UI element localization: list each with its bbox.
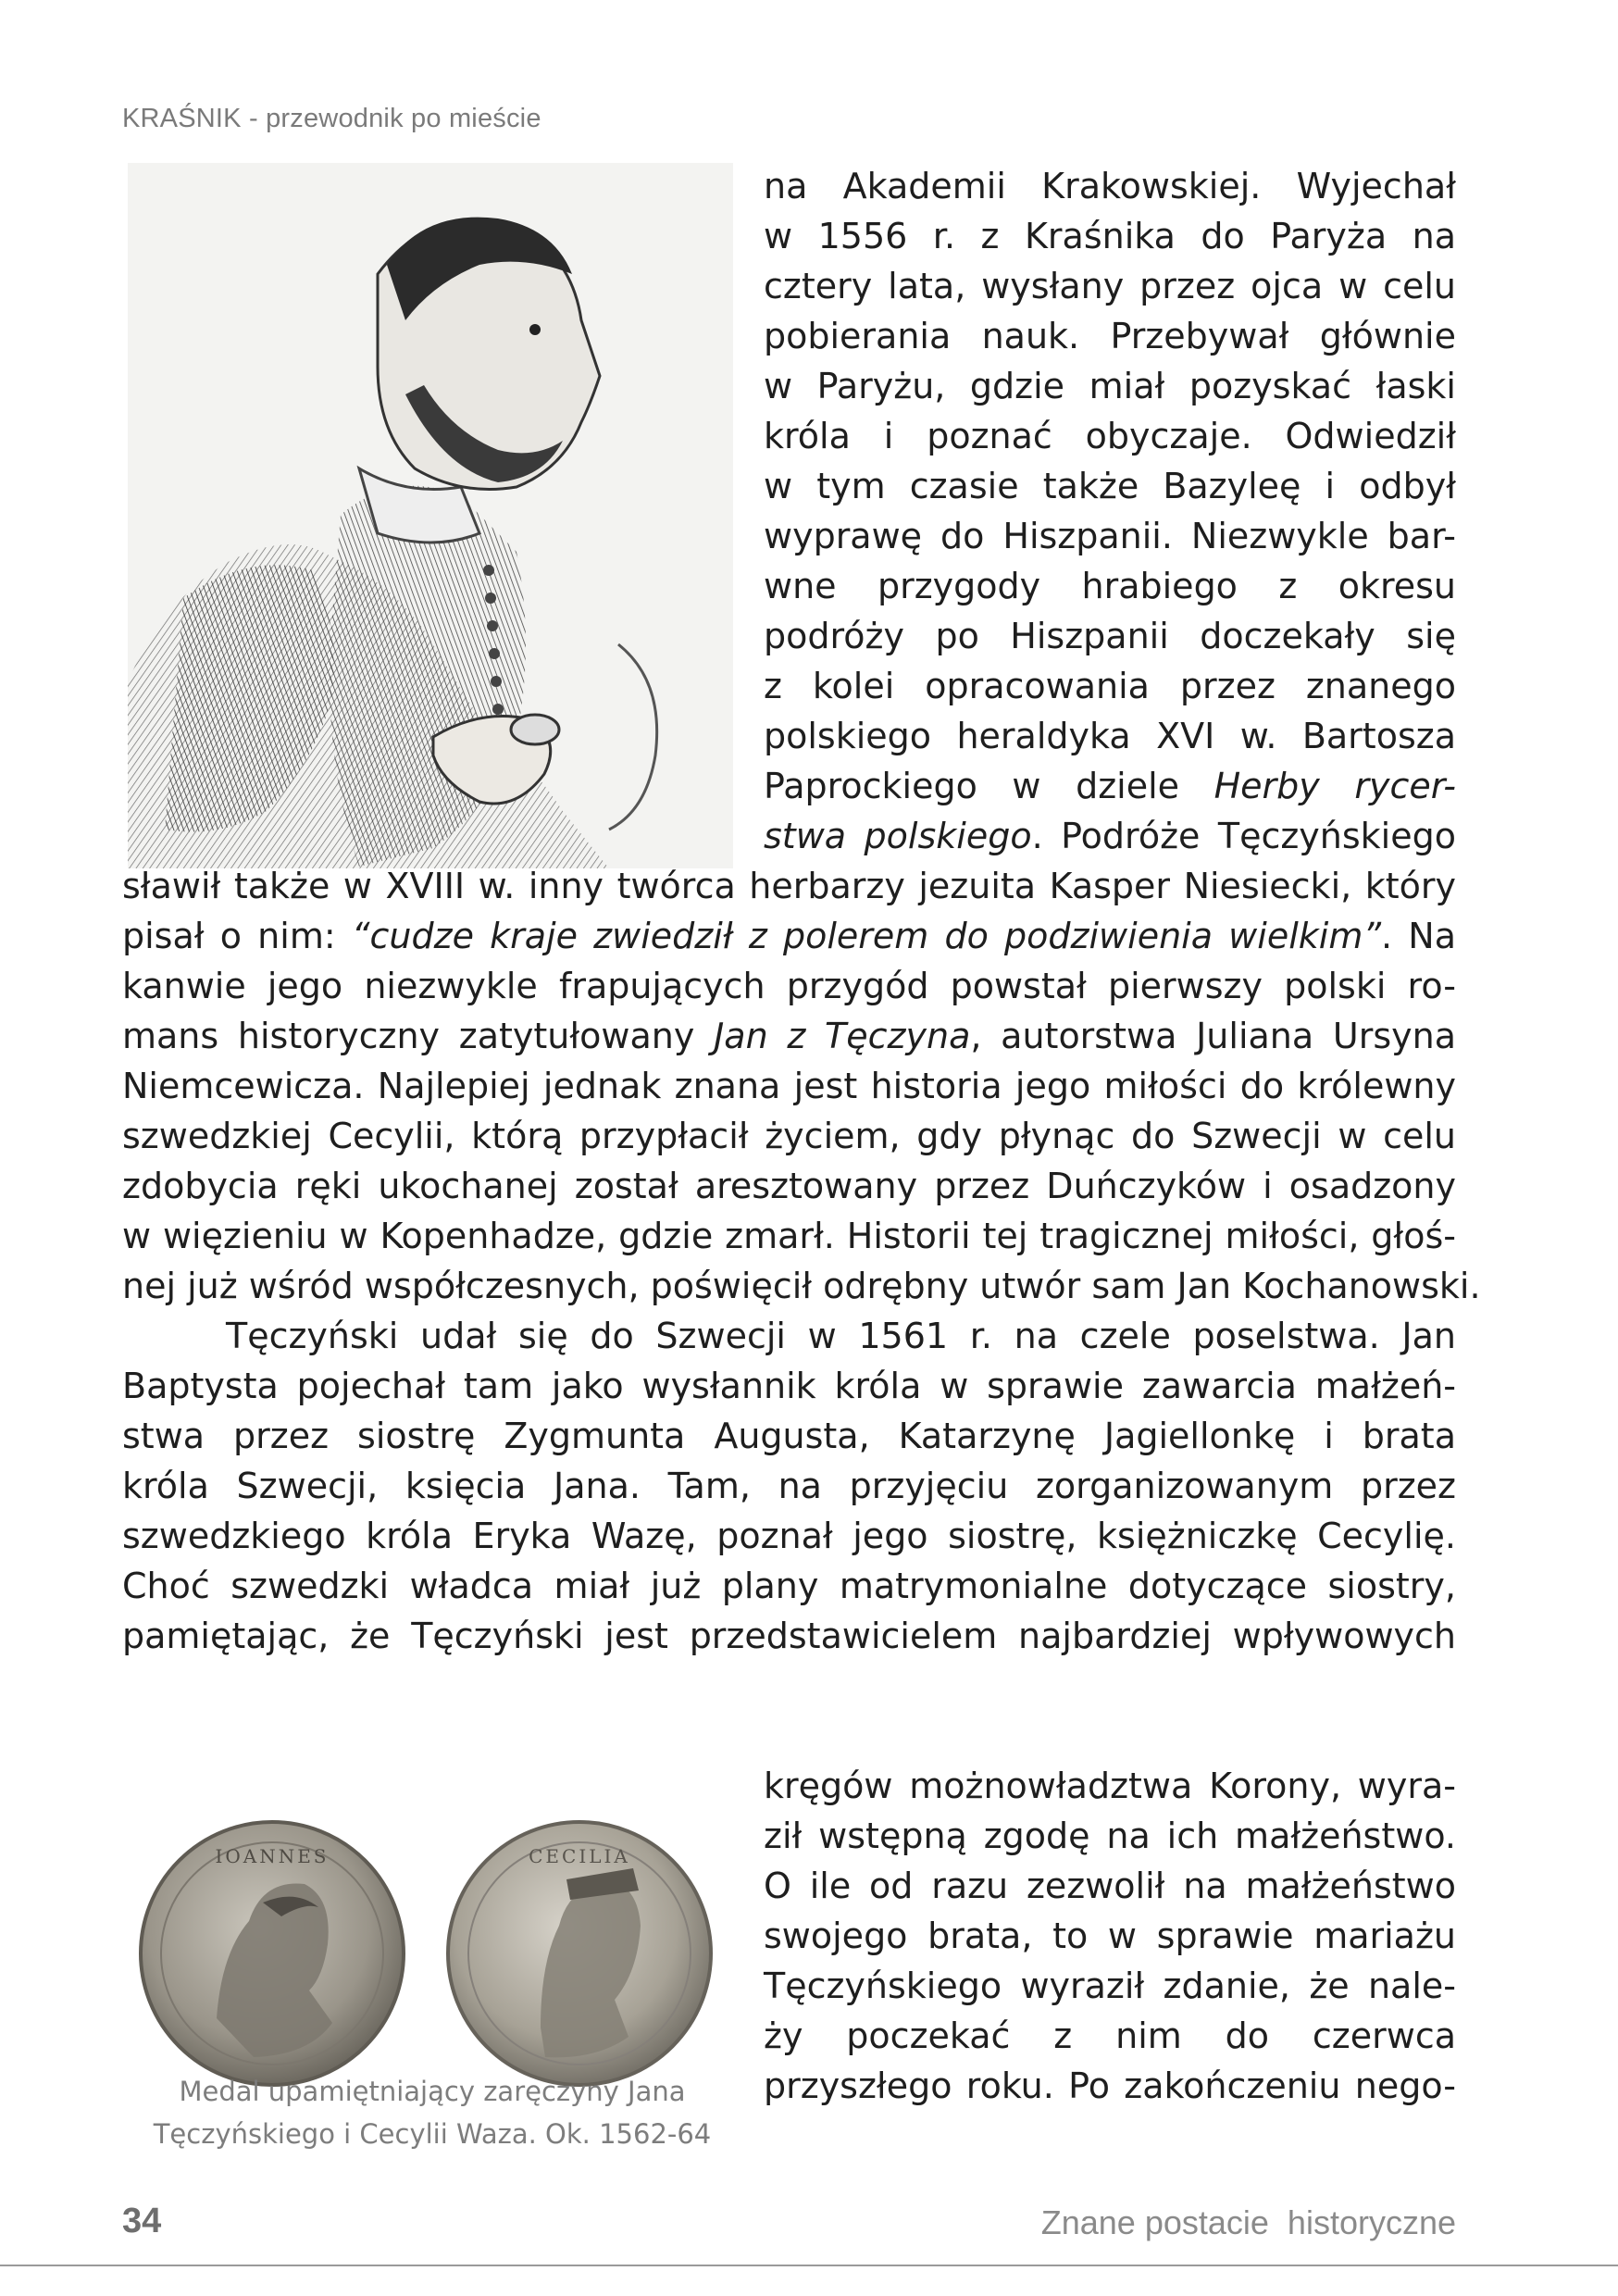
running-header: KRAŚNIK - przewodnik po mieście — [122, 104, 541, 133]
medal-left-inscription: IOANNES — [215, 1845, 330, 1867]
text-line: sławił także w XVIII w. inny twórca herbarzy jezuita Kasper Niesiecki, który — [122, 866, 1456, 906]
text-line: na Akademii Krakowskiej. Wyjechał — [764, 166, 1456, 206]
book-title-italic: Jan z Tęczyna — [714, 1016, 971, 1056]
text-segment: mans historyczny zatytułowany — [122, 1016, 715, 1056]
text-line: nej już wśród współczesnych, poświęcił odrębny utwór sam Jan Kochanowski. — [122, 1266, 1481, 1306]
medal-caption — [131, 2070, 733, 2155]
quote-italic: “cudze kraje zwiedził z polerem do podziwienia wielkim” — [351, 916, 1382, 956]
text-line: w więzieniu w Kopenhadze, gdzie zmarł. Historii tej tragicznej miłości, głoś- — [122, 1216, 1456, 1256]
book-title-italic: stwa polskiego — [764, 816, 1032, 856]
text-line — [122, 911, 1456, 961]
caption-line: Tęczyńskiego i Cecylii Waza. Ok. 1562-64 — [153, 2118, 712, 2150]
text-line — [764, 811, 1456, 861]
medal-photo — [133, 1815, 731, 2092]
text-line: szwedzkiego króla Eryka Wazę, poznał jego siostrę, księżniczkę Cecylię. — [122, 1516, 1456, 1556]
text-line: pamiętając, że Tęczyński jest przedstawicielem najbardziej wpływowych — [122, 1616, 1456, 1656]
book-title-italic: Herby rycer- — [1214, 766, 1456, 806]
portrait-engraving — [128, 163, 733, 868]
text-line: O ile od razu zezwolił na małżeństwo — [764, 1866, 1456, 1906]
right-column-top — [764, 161, 1456, 861]
text-line: króla i poznać obyczaje. Odwiedził — [764, 416, 1456, 456]
text-line: króla Szwecji, księcia Jana. Tam, na przyjęciu zorganizowanym przez — [122, 1466, 1456, 1506]
text-line: z kolei opracowania przez znanego — [764, 666, 1456, 706]
text-segment: pisał o nim: — [122, 916, 352, 956]
text-line: podróży po Hiszpanii doczekały się — [764, 616, 1456, 656]
text-line: polskiego heraldyka XVI w. Bartosza — [764, 716, 1456, 756]
text-line — [764, 761, 1456, 811]
text-line: swojego brata, to w sprawie mariażu — [764, 1915, 1456, 1956]
medal-icon — [133, 1815, 731, 2092]
text-line: wne przygody hrabiego z okresu — [764, 566, 1456, 606]
text-line: cztery lata, wysłany przez ojca w celu — [764, 266, 1456, 306]
paragraph-1-full — [122, 861, 1481, 1661]
text-segment: . Na — [1381, 916, 1457, 956]
text-line: w Paryżu, gdzie miał pozyskać łaski — [764, 366, 1456, 406]
text-line: stwa przez siostrę Zygmunta Augusta, Katarzynę Jagiellonkę i brata — [122, 1416, 1456, 1456]
text-line: wyprawę do Hiszpanii. Niezwykle bar- — [764, 516, 1456, 556]
text-line: w tym czasie także Bazyleę i odbył — [764, 466, 1456, 506]
text-segment: . Podróże Tęczyńskiego — [1031, 816, 1456, 856]
footer-divider — [0, 2265, 1618, 2266]
text-line: kanwie jego niezwykle frapujących przygód powstał pierwszy polski ro- — [122, 966, 1456, 1006]
section-title: Znane postacie historyczne — [1040, 2203, 1456, 2241]
text-segment: , autorstwa Juliana Ursyna — [970, 1016, 1456, 1056]
text-line: w 1556 r. z Kraśnika do Paryża na — [764, 216, 1456, 256]
page-number: 34 — [122, 2202, 162, 2240]
text-line: zdobycia ręki ukochanej został aresztowany przez Duńczyków i osadzony — [122, 1166, 1456, 1206]
text-line: ził wstępną zgodę na ich małżeństwo. — [764, 1816, 1456, 1856]
right-column-bottom — [764, 1761, 1456, 2111]
caption-line: Medal upamiętniający zaręczyny Jana — [179, 2076, 686, 2107]
text-line: Baptysta pojechał tam jako wysłannik króla w sprawie zawarcia małżeń- — [122, 1366, 1456, 1406]
text-line: Niemcewicza. Najlepiej jednak znana jest historia jego miłości do królewny — [122, 1066, 1456, 1106]
text-segment: Paprockiego w dziele — [764, 766, 1214, 806]
portrait-icon — [128, 163, 733, 868]
text-line — [122, 1011, 1456, 1061]
text-line: Tęczyński udał się do Szwecji w 1561 r. na czele poselstwa. Jan — [226, 1316, 1456, 1356]
text-line: Choć szwedzki władca miał już plany matrymonialne dotyczące siostry, — [122, 1566, 1456, 1606]
text-line: przyszłego roku. Po zakończeniu nego- — [764, 2065, 1456, 2106]
text-line: kręgów możnowładztwa Korony, wyra- — [764, 1766, 1456, 1806]
text-line: Tęczyńskiego wyraził zdanie, że nale- — [764, 1965, 1456, 2006]
text-line: szwedzkiej Cecylii, którą przypłacił życiem, gdy płynąc do Szwecji w celu — [122, 1116, 1456, 1156]
medal-right-inscription: CECILIA — [529, 1845, 630, 1867]
text-line: ży poczekać z nim do czerwca — [764, 2015, 1456, 2056]
text-line: pobierania nauk. Przebywał głównie — [764, 316, 1456, 356]
